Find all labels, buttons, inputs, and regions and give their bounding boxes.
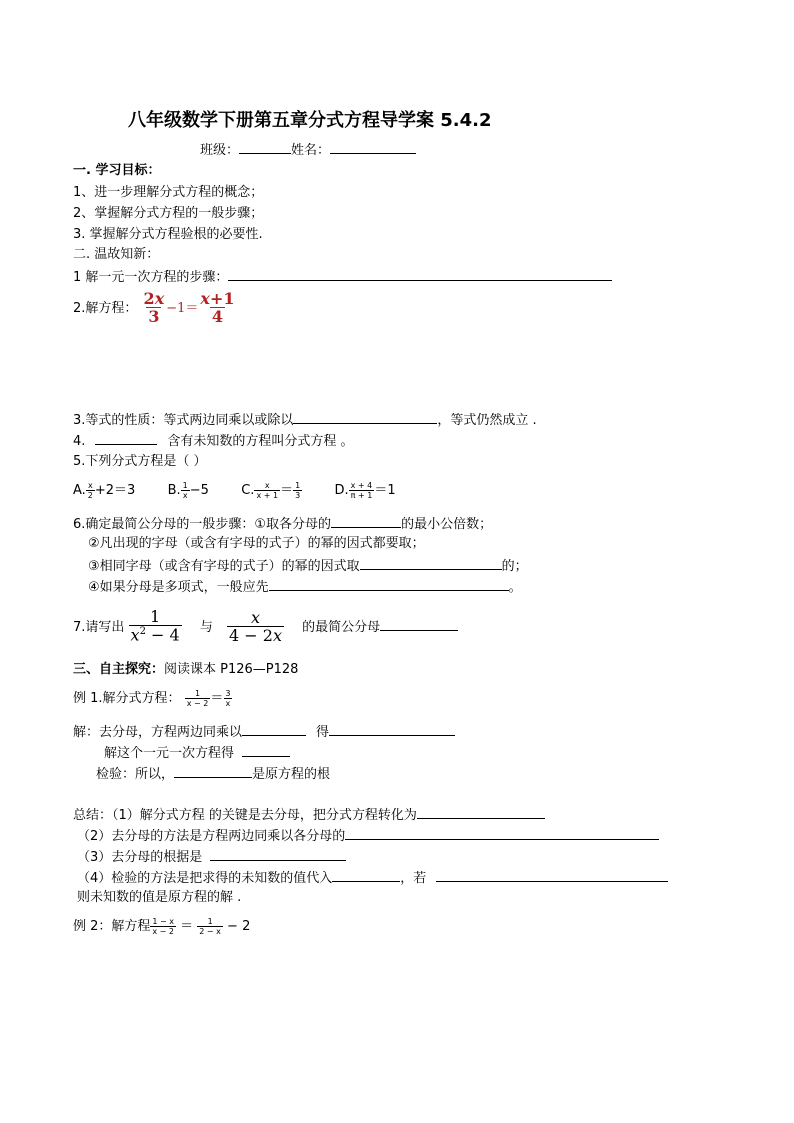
q5-text: 5.下列分式方程是（ ）: [73, 454, 207, 469]
q4-text: 含有未知数的方程叫分式方程 。: [167, 434, 354, 449]
class-label: 班级：: [200, 143, 240, 158]
ex2-line: [73, 914, 250, 940]
ex1-line: [73, 686, 232, 712]
name-label: 姓名：: [291, 143, 331, 158]
q6-line: [73, 514, 492, 534]
q7-and: 与: [199, 620, 213, 635]
q1-blank[interactable]: [228, 267, 612, 281]
sec3-reading: 阅读课本 P126—P128: [164, 662, 299, 677]
q6-step3-blank[interactable]: [360, 556, 502, 570]
q7-text: 7.请写出: [73, 620, 125, 635]
q2-line: [73, 290, 237, 326]
objective-1: 1、进一步理解分式方程的概念；: [73, 185, 264, 200]
sec1-heading: 一. 学习目标：: [73, 163, 161, 178]
option-d[interactable]: D. $\frac{x + 4}{\pi + 1}$ ＝1: [334, 480, 396, 500]
sol2-line: [104, 743, 290, 763]
sum5-text: 则未知数的值是原方程的解 .: [77, 890, 242, 905]
sol1-blank-1[interactable]: [242, 722, 306, 736]
sec3-line: [73, 661, 298, 679]
sol1-text: 解：去分母，方程两边同乘以: [73, 725, 243, 740]
q3-line: [73, 410, 537, 430]
sol3-blank[interactable]: [174, 764, 252, 778]
ex2-equation: $\frac{1 - x}{x - 2}$ ＝ $\frac{1}{2 - x}$ − 2: [152, 916, 251, 936]
sol3-line: [96, 764, 330, 784]
sol2-text: 解这个一元一次方程得: [104, 746, 235, 761]
q6-step4-end: 。: [508, 580, 522, 595]
sol1-de: 得: [316, 725, 330, 740]
q1-line: [73, 267, 612, 287]
ex1-text: 例 1.解分式方程：: [73, 691, 181, 706]
sum3-blank[interactable]: [210, 847, 346, 861]
q6-blank[interactable]: [331, 514, 401, 528]
option-a[interactable]: A. $\frac{x}{2}$ +2＝3: [73, 480, 136, 500]
q6-step3-line: [88, 556, 528, 576]
q7-fraction-2: $\frac{x}{4 - 2x}$: [229, 607, 282, 645]
sum4-blank-2[interactable]: [436, 868, 668, 882]
q6-step3-text: ③相同字母（或含有字母的式子）的幂的因式取: [88, 559, 360, 574]
sol2-blank[interactable]: [242, 743, 290, 757]
q3-text: 3.等式的性质：等式两边同乘以或除以: [73, 413, 294, 428]
sum2-text: （2）去分母的方法是方程两边同乘以各分母的: [77, 829, 346, 844]
sec3-heading: 三、自主探究：: [73, 662, 165, 677]
page-title: 八年级数学下册第五章分式方程导学案 5.4.2: [128, 110, 492, 131]
sum4-line: [77, 868, 668, 888]
name-blank[interactable]: [330, 140, 416, 154]
q2-text: 2.解方程：: [73, 301, 138, 316]
q1-text: 1 解一元一次方程的步骤：: [73, 270, 229, 285]
objective-3: 3. 掌握解分式方程验根的必要性.: [73, 227, 263, 242]
q6-step4-text: ④如果分母是多项式，一般应先: [88, 580, 269, 595]
option-c[interactable]: C. $\frac{x}{x + 1}$ ＝ $\frac{1}{3}$: [241, 480, 301, 500]
q7-text-end: 的最简公分母: [302, 620, 381, 635]
sol1-line: [73, 722, 455, 742]
q2-equation: $\frac{2x}{3}$ −1＝ $\frac{x+1}{4}$: [143, 288, 235, 326]
sec2-heading: 二. 温故知新：: [73, 247, 160, 262]
ex1-equation: $\frac{1}{x - 2}$ ＝ $\frac{3}{x}$: [186, 688, 231, 708]
q6-step4-blank[interactable]: [269, 577, 509, 591]
q7-line: [73, 606, 458, 648]
option-b[interactable]: B. $\frac{1}{x}$ −5: [167, 480, 209, 500]
q4-blank[interactable]: [95, 431, 157, 445]
q6-step4-line: [88, 577, 522, 597]
sum2-blank[interactable]: [345, 826, 659, 840]
q7-fraction-1: $\frac{1}{x^2 - 4}$: [130, 607, 180, 645]
q6-step2: ②凡出现的字母（或含有字母的式子）的幂的因式都要取；: [88, 536, 425, 551]
q7-blank[interactable]: [380, 617, 458, 631]
sol3-text: 检验：所以，: [96, 767, 175, 782]
sum1-blank[interactable]: [417, 805, 545, 819]
sum4-ruo: ，若: [400, 871, 427, 886]
sum3-text: （3）去分母的根据是: [77, 850, 203, 865]
sum1-text: 总结：（1）解分式方程 的关键是去分母，把分式方程转化为: [73, 808, 417, 823]
sum3-line: [77, 847, 346, 867]
sum4-text: （4）检验的方法是把求得的未知数的值代入: [77, 871, 333, 886]
ex2-text: 例 2：解方程: [73, 919, 151, 934]
sum1-line: [73, 805, 545, 825]
q4-line: [73, 431, 354, 451]
objective-2: 2、掌握解分式方程的一般步骤；: [73, 206, 264, 221]
q5-options: [73, 478, 396, 504]
q3-blank[interactable]: [293, 410, 437, 424]
student-info-line: [200, 140, 416, 160]
q6-text: 6.确定最简公分母的一般步骤：①取各分母的: [73, 517, 332, 532]
q3-text-end: ，等式仍然成立 .: [437, 413, 537, 428]
sum4-blank-1[interactable]: [332, 868, 400, 882]
q6-text-end: 的最小公倍数；: [401, 517, 493, 532]
sol1-blank-2[interactable]: [329, 722, 455, 736]
sol3-text-end: 是原方程的根: [252, 767, 331, 782]
q4-number: 4.: [73, 434, 86, 449]
q6-step3-end: 的；: [501, 559, 528, 574]
sum2-line: [77, 826, 659, 846]
class-blank[interactable]: [239, 140, 291, 154]
